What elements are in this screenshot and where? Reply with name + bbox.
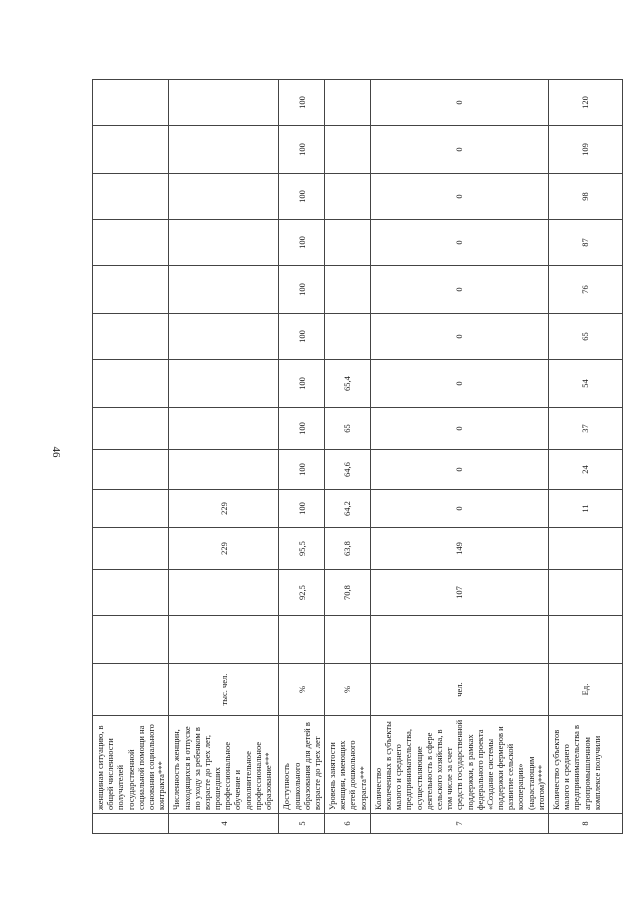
value-cell: 109 (549, 126, 623, 174)
value-cell (93, 570, 169, 616)
table-row (279, 80, 325, 834)
row-number-cell: 5 (279, 814, 325, 834)
value-cell: 64,2 (325, 490, 371, 528)
value-cell (169, 220, 279, 266)
row-number-cell: 8 (549, 814, 623, 834)
value-cell: 100 (279, 360, 325, 408)
value-cell (93, 360, 169, 408)
unit-cell: Ед. (549, 664, 623, 716)
value-cell (549, 528, 623, 570)
value-cell (325, 314, 371, 360)
value-cell: 100 (279, 174, 325, 220)
indicator-table (92, 79, 623, 834)
value-cell (549, 570, 623, 616)
value-cell: 100 (279, 314, 325, 360)
value-cell (169, 616, 279, 664)
value-cell: 100 (279, 490, 325, 528)
value-cell (169, 80, 279, 126)
value-cell: 63,8 (325, 528, 371, 570)
value-cell: 0 (370, 80, 548, 126)
value-cell: 0 (370, 450, 548, 490)
indicator-name-cell: Доступность дошкольного образования для детей в возрасте до трех лет (279, 716, 325, 814)
value-cell: 87 (549, 220, 623, 266)
row-number-cell: 7 (370, 814, 548, 834)
value-cell: 65 (325, 408, 371, 450)
value-cell (279, 616, 325, 664)
value-cell: 100 (279, 80, 325, 126)
row-number-cell: 4 (169, 814, 279, 834)
value-cell (169, 570, 279, 616)
value-cell (169, 266, 279, 314)
indicator-name-cell: Уровень занятости женщин, имеющих детей дошкольного возраста*** (325, 716, 371, 814)
page-number: 46 (50, 446, 62, 458)
value-cell: 107 (370, 570, 548, 616)
value-cell: 120 (549, 80, 623, 126)
value-cell: 0 (370, 490, 548, 528)
value-cell: 100 (279, 450, 325, 490)
unit-cell: чел. (370, 664, 548, 716)
value-cell (93, 174, 169, 220)
indicator-name-cell: Численность женщин, находящихся в отпуске по уходу за ребенком в возрасте до трех лет, прошедших профессиональное обучение и дополнительное профессиональное образование*** (169, 716, 279, 814)
row-number-cell: 6 (325, 814, 371, 834)
value-cell: 11 (549, 490, 623, 528)
value-cell (93, 80, 169, 126)
value-cell: 24 (549, 450, 623, 490)
value-cell: 100 (279, 408, 325, 450)
value-cell (169, 174, 279, 220)
indicator-name-cell: Количество субъектов малого и среднего предпринимательства в агропромышленном комплексе получили (549, 716, 623, 814)
table-row (93, 80, 169, 834)
value-cell: 100 (279, 266, 325, 314)
value-cell: 76 (549, 266, 623, 314)
value-cell: 229 (169, 528, 279, 570)
value-cell: 100 (279, 220, 325, 266)
value-cell (325, 126, 371, 174)
value-cell: 229 (169, 490, 279, 528)
value-cell: 65,4 (325, 360, 371, 408)
rotated-table-frame (92, 80, 602, 834)
value-cell (93, 616, 169, 664)
indicator-name-cell: Количество вовлеченных в субъекты малого и среднего предпринимательства, осуществляющие деятельность в сфере сельского хозяйства, в том числе за счет средств государственной поддержки, в рамках федерального проекта «Создание системы поддержки фермеров и развитие сельской кооперации» (нарастающим итогом)**** (370, 716, 548, 814)
value-cell: 0 (370, 408, 548, 450)
unit-cell: % (325, 664, 371, 716)
value-cell (325, 174, 371, 220)
unit-cell (93, 664, 169, 716)
value-cell (169, 450, 279, 490)
value-cell: 92,5 (279, 570, 325, 616)
value-cell (549, 616, 623, 664)
value-cell (169, 314, 279, 360)
unit-cell: тыс. чел. (169, 664, 279, 716)
value-cell: 37 (549, 408, 623, 450)
value-cell (169, 360, 279, 408)
value-cell (169, 126, 279, 174)
value-cell: 149 (370, 528, 548, 570)
value-cell (93, 220, 169, 266)
value-cell: 100 (279, 126, 325, 174)
value-cell: 0 (370, 360, 548, 408)
value-cell (93, 408, 169, 450)
value-cell (325, 80, 371, 126)
value-cell (93, 450, 169, 490)
indicator-name-cell: женщинам ситуацию, в общей численности получателей государственной социальной помощи на основании социального контракта*** (93, 716, 169, 814)
value-cell (93, 126, 169, 174)
value-cell: 64,6 (325, 450, 371, 490)
value-cell (93, 490, 169, 528)
value-cell: 0 (370, 266, 548, 314)
value-cell (325, 220, 371, 266)
value-cell: 95,5 (279, 528, 325, 570)
value-cell: 98 (549, 174, 623, 220)
table-row (169, 80, 279, 834)
value-cell: 0 (370, 126, 548, 174)
table-row (549, 80, 623, 834)
value-cell (370, 616, 548, 664)
value-cell (169, 408, 279, 450)
value-cell (325, 266, 371, 314)
row-number-cell (93, 814, 169, 834)
unit-cell: % (279, 664, 325, 716)
value-cell (93, 314, 169, 360)
value-cell (93, 528, 169, 570)
value-cell (325, 616, 371, 664)
value-cell: 0 (370, 220, 548, 266)
value-cell: 54 (549, 360, 623, 408)
value-cell: 65 (549, 314, 623, 360)
table-container (92, 80, 602, 834)
table-row (325, 80, 371, 834)
value-cell (93, 266, 169, 314)
value-cell: 0 (370, 314, 548, 360)
value-cell: 0 (370, 174, 548, 220)
table-row (370, 80, 548, 834)
value-cell: 70,8 (325, 570, 371, 616)
